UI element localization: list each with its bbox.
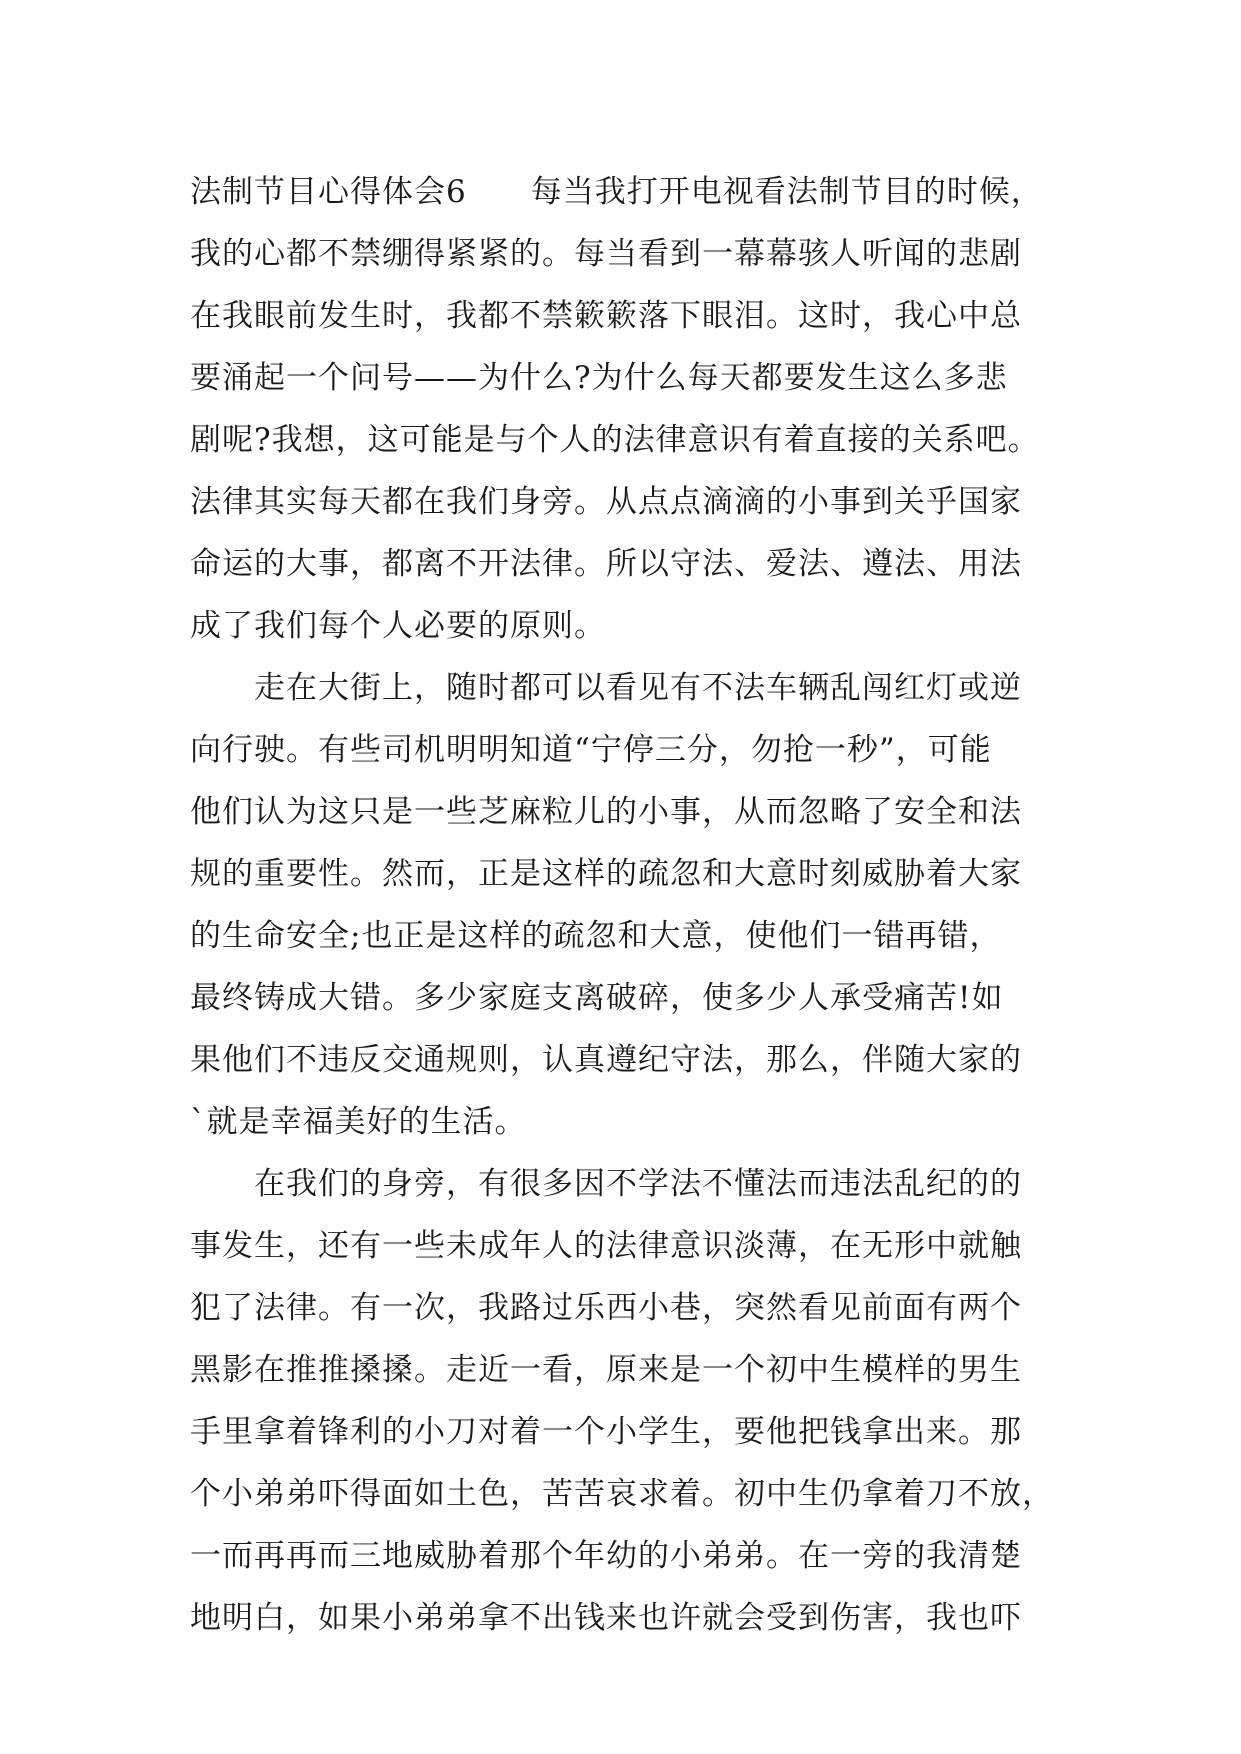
text-line: 命运的大事，都离不开法律。所以守法、爱法、遵法、用法 (190, 546, 1022, 582)
text-line: 果他们不违反交通规则，认真遵纪守法，那么，伴随大家的 (190, 1042, 1022, 1078)
text-line: 个小弟弟吓得面如土色，苦苦哀求着。初中生仍拿着刀不放， (190, 1476, 1054, 1512)
text-line: 我的心都不禁绷得紧紧的。每当看到一幕幕骇人听闻的悲剧 (190, 236, 1022, 272)
text-line: 犯了法律。有一次，我路过乐西小巷，突然看见前面有两个 (190, 1290, 1022, 1326)
text-line: 成了我们每个人必要的原则。 (190, 608, 606, 644)
paragraph-2 (190, 657, 1090, 1153)
text-line: 黑影在推推搡搡。走近一看，原来是一个初中生模样的男生 (190, 1352, 1022, 1388)
text-line: 事发生，还有一些未成年人的法律意识淡薄，在无形中就触 (190, 1228, 1022, 1264)
text-line: 剧呢?我想，这可能是与个人的法律意识有着直接的关系吧。 (190, 422, 1040, 458)
paragraph-1 (190, 161, 1090, 657)
text-line: 规的重要性。然而，正是这样的疏忽和大意时刻威胁着大家 (190, 856, 1022, 892)
text-line: 最终铸成大错。多少家庭支离破碎，使多少人承受痛苦!如 (190, 980, 1004, 1016)
text-line: 手里拿着锋利的小刀对着一个小学生，要他把钱拿出来。那 (190, 1414, 1022, 1450)
text-line: 他们认为这只是一些芝麻粒儿的小事，从而忽略了安全和法 (190, 794, 1022, 830)
text-line: `就是幸福美好的生活。 (190, 1104, 527, 1140)
text-line: 的生命安全;也正是这样的疏忽和大意，使他们一错再错， (190, 918, 1002, 954)
text-line: 法律其实每天都在我们身旁。从点点滴滴的小事到关乎国家 (190, 484, 1022, 520)
text-line: 向行驶。有些司机明明知道“宁停三分，勿抢一秒”，可能 (190, 732, 992, 768)
paragraph-3 (190, 1153, 1090, 1649)
text-line: 要涌起一个问号——为什么?为什么每天都要发生这么多悲 (190, 360, 1008, 396)
text-line: 法制节目心得体会6 每当我打开电视看法制节目的时候， (190, 174, 1043, 210)
text-line: 一而再再而三地威胁着那个年幼的小弟弟。在一旁的我清楚 (190, 1538, 1022, 1574)
text-line: 在我眼前发生时，我都不禁簌簌落下眼泪。这时，我心中总 (190, 298, 1022, 334)
text-line: 走在大街上，随时都可以看见有不法车辆乱闯红灯或逆 (254, 670, 1022, 706)
text-line: 地明白，如果小弟弟拿不出钱来也许就会受到伤害，我也吓 (190, 1600, 1022, 1636)
document-body (190, 161, 1090, 1649)
text-line: 在我们的身旁，有很多因不学法不懂法而违法乱纪的的 (254, 1166, 1022, 1202)
